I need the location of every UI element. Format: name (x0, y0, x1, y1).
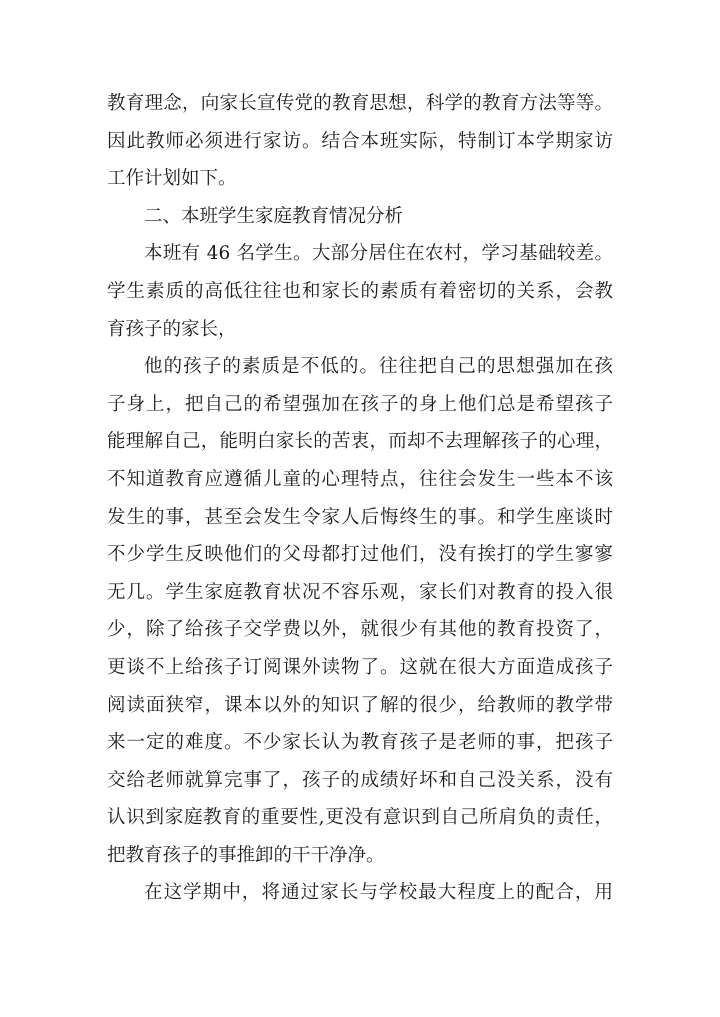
text-line: 他的孩子的素质是不低的。往往把自己的思想强加在孩 (144, 356, 613, 378)
text-line: 育孩子的家长， (107, 318, 237, 340)
text-line: 更谈不上给孩子订阅课外读物了。这就在很大方面造成孩子 (107, 656, 613, 678)
text-line: 交给老师就算完事了，孩子的成绩好坏和自己没关系，没有 (107, 769, 613, 791)
text-line: 不知道教育应遵循儿童的心理特点，往往会发生一些本不该 (107, 468, 613, 490)
text-line: 认识到家庭教育的重要性,更没有意识到自己所肩负的责任， (107, 807, 613, 829)
document-text-block (107, 85, 613, 912)
text-line: 不少学生反映他们的父母都打过他们，没有挨打的学生寥寥 (107, 544, 613, 566)
text-line: 把教育孩子的事推卸的干干净净。 (107, 844, 385, 866)
text-line: 工作计划如下。 (107, 168, 237, 190)
text-line: 能理解自己，能明白家长的苦衷，而却不去理解孩子的心理， (107, 431, 613, 453)
text-line: 因此教师必须进行家访。结合本班实际，特制订本学期家访 (107, 130, 613, 152)
text-line: 子身上，把自己的希望强加在孩子的身上他们总是希望孩子 (107, 393, 613, 415)
text-line: 少，除了给孩子交学费以外，就很少有其他的教育投资了， (107, 619, 613, 641)
text-line: 学生素质的高低往往也和家长的素质有着密切的关系，会教 (107, 280, 613, 302)
text-line: 在这学期中，将通过家长与学校最大程度上的配合，用 (144, 882, 613, 904)
text-line: 来一定的难度。不少家长认为教育孩子是老师的事，把孩子 (107, 732, 613, 754)
text-line: 阅读面狭窄，课本以外的知识了解的很少，给教师的教学带 (107, 694, 613, 716)
text-line: 无几。学生家庭教育状况不容乐观，家长们对教育的投入很 (107, 581, 613, 603)
text-line: 二、本班学生家庭教育情况分析 (144, 205, 404, 227)
text-line: 教育理念，向家长宣传党的教育思想，科学的教育方法等等。 (107, 93, 613, 114)
text-line: 本班有 46 名学生。大部分居住在农村，学习基础较差。 (144, 243, 613, 265)
text-line: 发生的事，甚至会发生令家人后悔终生的事。和学生座谈时 (107, 506, 613, 528)
